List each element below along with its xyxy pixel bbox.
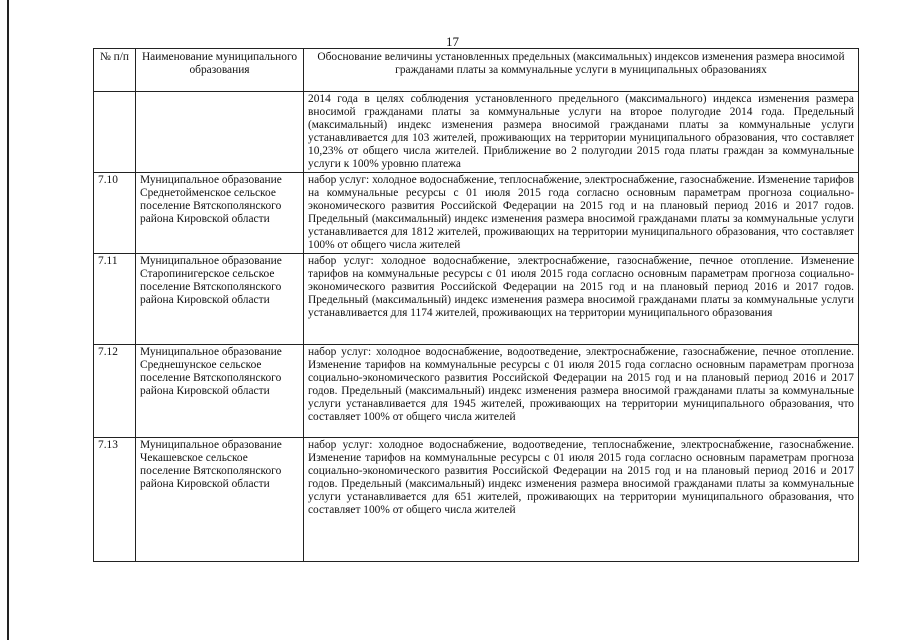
row-number xyxy=(94,92,136,173)
row-number: 7.12 xyxy=(94,344,136,437)
row-justification: 2014 года в целях соблюдения установленного предельного (максимального) индекса изменения размера вносимой гражданами платы за коммунальные услуги на второе полугодие 2014 года. Предельный (максимальный) индекс изменения размера вносимой гражданами платы за коммунальные услуги устанавливается для 103 жителей, проживающих на территории муниципального образования, что составляет 10,23% от общего числа жителей. Приближение во 2 полугодии 2015 года платы граждан за коммунальные услуги к 100% уровню платежа xyxy=(304,92,859,173)
table-row xyxy=(94,172,859,253)
row-justification: набор услуг: холодное водоснабжение, теплоснабжение, электроснабжение, газоснабжение. Изменение тарифов на коммунальные ресурсы с 01 июля 2015 года согласно основным параметрам прогноза социально-экономического развития Российской Федерации на 2015 год и на плановый период 2016 и 2017 годов. Предельный (максимальный) индекс изменения размера вносимой гражданами платы за коммунальные услуги устанавливается для 1812 жителей, проживающих на территории муниципального образования, что составляет 100% от общего числа жителей xyxy=(304,172,859,253)
row-number: 7.10 xyxy=(94,172,136,253)
table-row xyxy=(94,92,859,173)
page-number: 17 xyxy=(446,34,459,49)
table-row xyxy=(94,437,859,561)
table-row xyxy=(94,344,859,437)
row-municipality: Муниципальное образование Старопинигерское сельское поселение Вятскополянского района Кировской области xyxy=(136,253,304,344)
row-justification: набор услуг: холодное водоснабжение, электроснабжение, газоснабжение, печное отопление. Изменение тарифов на коммунальные ресурсы с 01 июля 2015 года согласно основным параметрам прогноза социально-экономического развития Российской Федерации на 2015 год и на плановый период 2016 и 2017 годов. Предельный (максимальный) индекс изменения размера вносимой гражданами платы за коммунальные услуги устанавливается для 1174 жителей, проживающих на территории муниципального образования xyxy=(304,253,859,344)
row-number: 7.13 xyxy=(94,437,136,561)
row-justification: набор услуг: холодное водоснабжение, водоотведение, теплоснабжение, электроснабжение, газоснабжение. Изменение тарифов на коммунальные ресурсы с 01 июля 2015 года согласно основным параметрам прогноза социально-экономического развития Российской Федерации на 2015 год и на плановый период 2016 и 2017 годов. Предельный (максимальный) индекс изменения размера вносимой гражданами платы за коммунальные услуги устанавливается для 651 жителей, проживающих на территории муниципального образования, что составляет 100% от общего числа жителей xyxy=(304,437,859,561)
row-municipality: Муниципальное образование Среднетойменское сельское поселение Вятскополянского района Кировской области xyxy=(136,172,304,253)
row-municipality xyxy=(136,92,304,173)
header-number: № п/п xyxy=(94,49,136,92)
row-municipality: Муниципальное образование Среднешунское сельское поселение Вятскополянского района Кировской области xyxy=(136,344,304,437)
header-justification: Обоснование величины установленных предельных (максимальных) индексов изменения размера вносимой гражданами платы за коммунальные услуги в муниципальных образованиях xyxy=(304,49,859,92)
header-municipality: Наименование муниципального образования xyxy=(136,49,304,92)
row-municipality: Муниципальное образование Чекашевское сельское поселение Вятскополянского района Кировской области xyxy=(136,437,304,561)
row-number: 7.11 xyxy=(94,253,136,344)
tariff-index-table xyxy=(93,48,859,562)
table-header-row xyxy=(94,49,859,92)
table-row xyxy=(94,253,859,344)
binding-edge-line xyxy=(7,0,9,640)
row-justification: набор услуг: холодное водоснабжение, водоотведение, электроснабжение, газоснабжение, печное отопление. Изменение тарифов на коммунальные ресурсы с 01 июля 2015 года согласно основным параметрам прогноза социально-экономического развития Российской Федерации на 2015 год и на плановый период 2016 и 2017 годов. Предельный (максимальный) индекс изменения размера вносимой гражданами платы за коммунальные услуги устанавливается для 1945 жителей, проживающих на территории муниципального образования, что составляет 100% от общего числа жителей xyxy=(304,344,859,437)
